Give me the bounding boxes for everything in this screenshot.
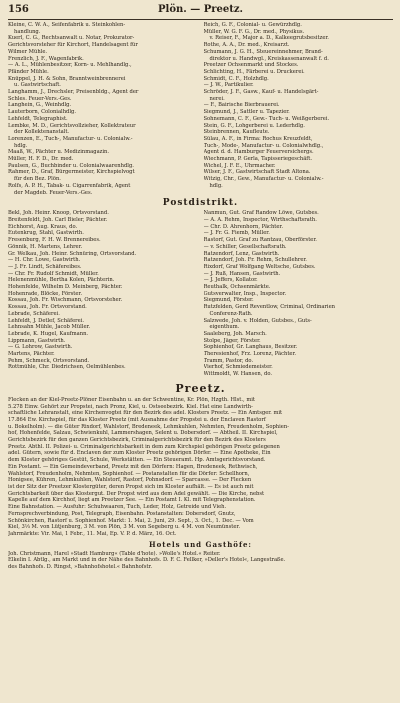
directory-entry: Sohnemann, C. F., Gew.- Tuch- u. Weißgerberei. xyxy=(203,115,330,122)
postdistrict-entry: — J. Fr. Lindt, Schäfereibes. xyxy=(8,263,82,270)
paragraph-line: u. Bokelholm). — die Güter Rixdorf, Wahlstorf, Bredeneek, Lehmkuhlen, Nehmten, Freudenholm, Sophien- xyxy=(8,423,289,430)
postdistrict-entry: Rastorf, Gut. Graf zu Rantzau, Oberförster. xyxy=(203,237,317,244)
postdistrict-entry: Lebrade, Schäferei. xyxy=(8,310,60,317)
top-left-column xyxy=(8,22,198,196)
directory-entry: Preetzer Ochsenmarkt und Stockes. xyxy=(203,62,299,69)
postdistrict-entry: Breitenfeldt, Joh. Carl Bieler, Pächter. xyxy=(8,216,108,223)
directory-entry: Müller, H. F. D., Dr. med. xyxy=(8,156,74,163)
directory-entry: Reich, G. F., Colonial- u. Gewürzhdlg. xyxy=(203,22,302,28)
postdistrict-entry: Kossau, Joh. Fr. Ortsvorstand. xyxy=(8,304,87,311)
postdistrict-entry: Rottmühle, Chr. Diedrichsen, Oelmühlenbes. xyxy=(8,364,126,371)
directory-entry: — A. L., Mühlenbesitzer, Korn- u. Mehlhandlg., xyxy=(8,62,132,69)
paragraph-line: Jahrmärkte: Vir. Mai, 1 Febr., 11. Mai, Ep. V. P. d. März, 16. Oct. xyxy=(8,530,177,537)
directory-entry: Wilmer Mühle. xyxy=(8,48,48,55)
postdistrict-entry: Hohenrade, Blöcke, Förster. xyxy=(8,290,82,297)
postdistrict-entry: Lebrade, K. Hugel, Kaufmann. xyxy=(8,330,89,337)
postdistrict-entry: — A. A. Rehm, Inspector, Wirthschaftsrath. xyxy=(203,216,317,223)
postdistrict-heading: Postdistrikt. xyxy=(162,198,239,209)
postdistrict-entry: Wittmoldt, W. Hansen, do. xyxy=(203,371,273,378)
postdistrict-entry: — Chr. Fr. Rudolf Schmidt, Müller. xyxy=(8,270,99,277)
directory-entry: nerei. xyxy=(209,95,225,102)
directory-entry: Maaß, W., Pächter u. Medizinmagazin. xyxy=(8,149,110,156)
directory-entry: Lehfeldt, Telegraphist. xyxy=(8,115,68,122)
paragraph-line: schaftliche Lehranstalt, eine Kirchenvogtei für den Bezirk des adel. Klosters Preetz. — Ein Amtsger. mit xyxy=(8,410,283,417)
directory-entry: Rolfs, A. P. H., Tabak- u. Cigarrenfabrik, Agent xyxy=(8,182,131,189)
directory-entry: der Kollektenanstalt. xyxy=(14,129,70,136)
directory-entry: Witzig, Chr., Gew., Manufactur- u. Colonialw.- xyxy=(203,176,324,183)
directory-entry: Siegmund, J., Sattler u. Tapezier. xyxy=(203,109,290,116)
postdistrict-entry: Salzwede, Joh. v. Holden, Gutsbes., Guts- xyxy=(203,317,312,324)
directory-entry: hdlg. xyxy=(14,142,28,149)
paragraph-line: Schönkirchen, Rastorf u. Sophienhof. Markt: 1. Mai, 2. Juni, 29. Sept., 3. Oct., 1. Dec. — Vom xyxy=(8,517,254,524)
directory-entry: u. Gastwirtschaft. xyxy=(14,82,61,89)
directory-entry: Pfänder Mühle. xyxy=(8,68,49,75)
postdistrict-left-column xyxy=(8,210,198,378)
paragraph-line: Honigsee, Kühren, Lehmkuhlen, Wahlstorf, Rastorf, Pohnsdorf. — Sparcasse. — Der Flecken xyxy=(8,477,252,484)
hotel-line: Joh. Christmann, Harel »Stadt Hamburg« (Table d'hote). »Wolle's Hotel.« Reiter. xyxy=(8,550,221,557)
directory-entry: Agent d. d. Hamburger Feuerversichergs. xyxy=(203,149,314,156)
postdistrict-entry: Martens, Pächter. xyxy=(8,351,55,358)
directory-entry: Gerichtsvorsteher für Kirchort, Handelsagent für xyxy=(8,42,138,49)
postdistrict-entry: — J. Jeffers, Kollator. xyxy=(203,277,258,284)
paragraph-line: Kapelle auf dem Kirchhof, liegt am Preetzer See. — Ein Postamt I. Kl. mit Telegraphenstation. xyxy=(8,497,256,504)
top-directory xyxy=(8,22,393,196)
postdistrict-entry: Sophienhof, Gr. Langhaus, Besitzer. xyxy=(203,344,298,351)
paragraph-line: Kiel, 3⅓ M. von Lütjenburg, 3 M. von Plön, 3 M. von Segeberg u. 4 M. von Neumünster. xyxy=(8,524,240,531)
postdistrict-entry: — v. Schiller, Gesellschaftsrath. xyxy=(203,243,287,250)
directory-entry: Sülau, A. F., in Firma: Rochus Kreuzfeldt, xyxy=(203,135,313,142)
postdistrict-entry: Eutenkrug, Stahl, Gastwirth. xyxy=(8,230,84,237)
paragraph-line: Gerichtsbarkeit über das Klostergut. Der Propst wird aus dem Adel gewählt. — Die Kirche, nebst xyxy=(8,490,265,497)
directory-entry: Wiechmann, P. Gerla, Tapisseriegeschäft. xyxy=(203,156,312,163)
postdistrict-entry: Rixdorf, Graf Wolfgang Weltsche, Gutsbes. xyxy=(203,263,316,270)
directory-entry: Frenzlich, J. F., Wagenfabrik. xyxy=(8,55,84,62)
directory-entry: Langhein, G., Weinhdlg. xyxy=(8,102,72,109)
postdistrict-entry: Ratzendorf, Joh. Fr. Rehm, Schullehrer. xyxy=(203,257,307,264)
postdistrict-entry: Lippmann, Gastwirth. xyxy=(8,337,66,344)
directory-entry: Rahmer, D., Graf, Bürgermeister, Kirchspielvogt xyxy=(8,169,135,176)
paragraph-line: Ein Postamt. — Ein Gemeindeverband, Preetz mit den Dörfern: Hagen, Bredeneek, Rethwisch, xyxy=(8,463,258,470)
directory-entry: Schles. Feuer-Vers.-Ges. xyxy=(8,95,72,102)
postdistrict-entry: — Chr. D. Ahrenhorn, Pächter. xyxy=(203,223,283,230)
header-rule xyxy=(8,19,393,20)
hotel-line: des Bahnhofs. D. Ringst, »Bahnhofshotel.« Bahnhofstr. xyxy=(8,564,153,571)
postdistrict-entry: — G. Lohrow, Gastwirth. xyxy=(8,344,73,351)
directory-entry: direktor u. Handwgl., Kreiskassenanwalt f. d. xyxy=(209,55,329,62)
directory-entry: Müller, W. G. F. G., Dr. med., Physikus. xyxy=(203,28,305,35)
directory-entry: Knüppel, J. H. & Sohn, Branntweinbrennerei xyxy=(8,75,126,82)
postdistrict-entry: Conferenz-Rath. xyxy=(209,310,253,317)
paragraph-line: Preetz. Abthl. II. Polizei- u. Criminalgerichtsbarkeit in dem zum Kirchspiel gehörigen Preetz gelegenen xyxy=(8,443,280,450)
postdistrict-entry: — J. Fr. G. Fiemb, Müller. xyxy=(203,230,270,237)
directory-entry: hdlg. xyxy=(209,182,223,189)
directory-entry: Lorenzen, E., Tuch-, Manufactur- u. Colonialw.- xyxy=(8,135,133,142)
paragraph-line: adel. Gütern, sowie für d. Enclaven der zum Kloster Preetz gehörigen Dörfer. — Eine Apotheke, Ein xyxy=(8,450,271,457)
postdistrict-entry: Helenenmühle, Bertha Kolen, Pächterin. xyxy=(8,277,115,284)
postdistrict-entry: Reuthalk, Ochsenmärkte. xyxy=(203,284,271,291)
paragraph-line: dem Kloster gehöriges Gestüt, Schule, Werkstätten. — Ein Steueramt. Hp. Amtsgerichtsvorstand. xyxy=(8,457,266,464)
directory-entry: Tuch-, Mode-, Manufactur- u. Colonialwhdlg., xyxy=(203,142,324,149)
postdistrict-entry: Vierhof, Schmiedemeister. xyxy=(203,364,273,371)
postdistrict-entry: — H. Chr. Lowe, Gastwirth. xyxy=(8,257,81,264)
directory-entry: Kleine, C. W. A., Seifenfabrik u. Steinkohlen- xyxy=(8,22,126,28)
directory-entry: Rothe, A. A., Dr. med., Kreisarzt. xyxy=(203,42,290,49)
directory-entry: Steinbrennen, Kaufleute. xyxy=(203,129,270,136)
postdistrict-entry: Gutsverwalter, Insp., Inspector. xyxy=(203,290,287,297)
directory-entry: für den Bez. Plön. xyxy=(14,176,61,183)
top-right-column xyxy=(204,22,394,196)
directory-entry: — F., Bairische Bierbrauerei. xyxy=(203,102,280,109)
paragraph-line: ist der Sitz der Preetzer Klostergüter, deren Propst sich im Kloster aufhält. — Es ist auch mit xyxy=(8,484,254,490)
directory-entry: der Magdeb. Feuer-Vers.-Ges. xyxy=(14,189,93,196)
postdistrict-entry: Kossau, Joh. Fr. Wischmann, Ortsvorsteher. xyxy=(8,297,123,304)
directory-entry: Schlichting, H., Färberei u. Druckerei. xyxy=(203,68,305,75)
postdistrict-entry: — J. Ruß, Hansen, Gastwirth. xyxy=(203,270,281,277)
directory-entry: handlung. xyxy=(14,28,41,35)
postdistrict-entry: Gr. Welkau, Joh. Heinr. Schnüring, Ortsvorstand. xyxy=(8,250,137,257)
postdistrict-entry: Siegmund, Förster. xyxy=(203,297,254,304)
postdistrict-entry: Stolpe, Jäger, Förster. xyxy=(203,337,261,344)
paragraph-line: Gerichtsbezirk für den ganzen Gerichtsbezirk, Criminalgerichtsbezirk für den Bezirk des Klosters xyxy=(8,437,266,444)
directory-entry: — J. W., Partikulier. xyxy=(203,82,254,89)
paragraph-line: Eine Bahnstation. — Ausfuhr: Schuhwaaren, Tuch, Leder, Holz, Getreide und Vieh. xyxy=(8,504,227,511)
directory-entry: Lauterborn, Colonialhdlg. xyxy=(8,109,76,116)
postdistrict-entry: Lehnsahn Mühle, Jacob Müller. xyxy=(8,324,91,331)
postdistrict-entry: Ratzendorf, Lenz, Gastwirth. xyxy=(203,250,280,257)
directory-entry: Stein, G. F., Lohgerberei u. Lederhdlg. xyxy=(203,122,305,129)
postdistrict-entry: Theresienhof, Frz. Lorenz, Pächter. xyxy=(203,351,297,358)
postdistrict-entry: Pehm, Schmeck, Ortsvorstand. xyxy=(8,357,90,364)
directory-entry: Schumann, J. G. H., Steuereinnehmer, Brand- xyxy=(203,48,323,55)
paragraph-line: hof, Hohenfelde, Salzau, Schwienkuhl, Lammershagen, Selent u. Dobersdorf. — Abtheil. II. Kirchspiel, xyxy=(8,430,278,437)
hotel-line: Elkelin I. Abtlg., am Markt und in der Nähe des Bahnhofs. D. F. C. Fellker, »Deller's Hotel«, Langestraße. xyxy=(8,557,286,564)
postdistrict-entry: Saaleberg, Joh. Marsch. xyxy=(203,330,267,337)
paragraph-line: 5.278 Einw. Gehört zur Propstei, nach Pronz, Kiel, u. Ostseebezirk. Kiel. Hat eine Landwirth- xyxy=(8,403,253,410)
directory-entry: Langhamm, J., Drechsler, Preisenbldg., Agent der xyxy=(8,89,139,96)
postdistrict-directory xyxy=(8,210,393,378)
postdistrict-entry: Eichhorst, Aug. Kraus, do. xyxy=(8,223,78,230)
postdistrict-entry: Hohenfelde, Wilhelm D. Meinberg, Pächter. xyxy=(8,284,123,291)
hotels-list xyxy=(8,551,393,571)
paragraph-line: 17.864 Ew. Kirchspiel, für das Kloster Preetz (mit Ausnahme der Propstei u. der Enclaven Rastorf xyxy=(8,416,266,423)
page-number: 156 xyxy=(8,4,29,15)
directory-entry: Paulsen, G., Buchbinder u. Colonialwaarenhdlg. xyxy=(8,162,134,169)
postdistrict-entry: Lehfeldt, J. Detlef, Schäferei. xyxy=(8,317,84,324)
postdistrict-entry: Tramm, Pastor, do. xyxy=(203,357,254,364)
postdistrict-entry: Fresenburg, F. H. W. Brennereibes. xyxy=(8,237,101,244)
postdistrict-entry: Nanmun, Gut. Graf Randow Löwe, Gutsbes. xyxy=(203,210,319,217)
paragraph-line: Fernsprechverbindung, Post, Telegraph, Eisenbahn. Postanstalten: Dobersdorf, Gnutz, xyxy=(8,510,236,517)
directory-entry: Wichel, J. F. E., Uhrmacher. xyxy=(203,162,276,169)
postdistrict-entry: Rutzfelden, Gerd Reventlow, Criminal, Ordinarien xyxy=(203,304,335,311)
directory-entry: Wilser, J. F., Gastwirtschaft Stadt Altona. xyxy=(203,169,311,176)
running-title: Plön. — Preetz. xyxy=(158,4,243,15)
postdistrict-right-column xyxy=(204,210,394,378)
directory-entry: Schmidt, C. F., Holzhdlg. xyxy=(203,75,269,82)
directory-entry: Schröder, J. F., Gasw., Kauf- u. Handelsgärt- xyxy=(203,89,319,96)
directory-entry: v. Reiser, F., Major a. D., Kalkeegrutsbesitzer. xyxy=(209,35,329,42)
page-header xyxy=(8,4,393,18)
preetz-heading: Preetz. xyxy=(175,381,226,395)
directory-entry: Kuerl, C. G., Rechtsanwalt u. Notar, Prokurator- xyxy=(8,35,135,42)
paragraph-line: Wahlstorf, Freudenholm, Nehmten, Sophienhof. — Postanstalten für die Dörfer: Schellhorn, xyxy=(8,470,250,477)
directory-entry: Lembke, M. D., Gerichtsvollzieher, Kollektrateur xyxy=(8,122,136,129)
postdistrict-entry: Bekl, Joh. Heinr. Knoop, Ortsvorstand. xyxy=(8,210,109,217)
preetz-description xyxy=(8,397,393,538)
paragraph-line: Flecken an der Kiel-Preetz-Plöner Eisenbahn u. an der Schwentine, Kr. Plön, Hzgth. Hlst., mit xyxy=(8,396,255,403)
postdistrict-entry: eigenthum. xyxy=(209,324,240,331)
hotels-heading: Hotels und Gasthöfe: xyxy=(148,539,252,549)
postdistrict-entry: Gönnik, H. Martens, Lehrer. xyxy=(8,243,83,250)
